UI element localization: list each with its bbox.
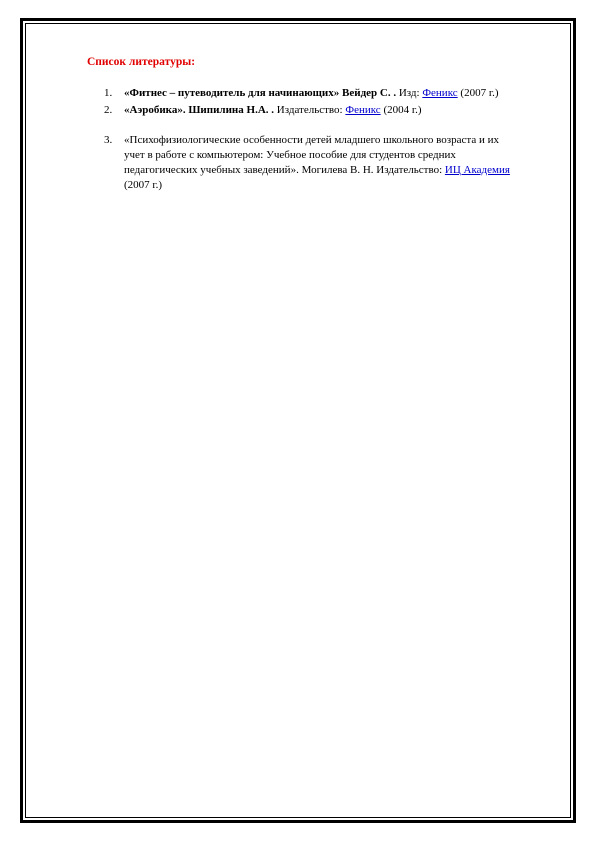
publisher-link[interactable]: Феникс <box>345 104 381 116</box>
publisher-prefix: Издательство: <box>274 104 346 116</box>
publisher-link[interactable]: ИЦ Академия <box>444 164 510 176</box>
item-number: 1. <box>104 87 113 99</box>
bibliography-heading: Список литературы: <box>87 56 196 68</box>
item-number: 2. <box>104 104 113 116</box>
item-title: «Аэробика». Шипилина Н.А. . <box>124 104 275 116</box>
item-year: (2007 г.) <box>457 87 499 99</box>
item-number: 3. <box>104 134 113 146</box>
item-line-3: педагогических учебных заведений». Могилева В. Н. Издательство: <box>124 164 445 176</box>
item-line-2: учет в работе с компьютером: Учебное пособие для студентов средних <box>124 149 456 161</box>
item-body <box>124 133 510 193</box>
publisher-prefix: Изд: <box>396 87 423 99</box>
item-body <box>124 103 422 118</box>
item-body <box>124 86 499 101</box>
item-line-1: «Психофизиологические особенности детей младшего школьного возраста и их <box>124 134 499 146</box>
item-title: «Фитнес – путеводитель для начинающих» Вейдер С. . <box>124 87 397 99</box>
item-year: (2007 г.) <box>124 179 163 191</box>
publisher-link[interactable]: Феникс <box>422 87 458 99</box>
item-year: (2004 г.) <box>380 104 422 116</box>
